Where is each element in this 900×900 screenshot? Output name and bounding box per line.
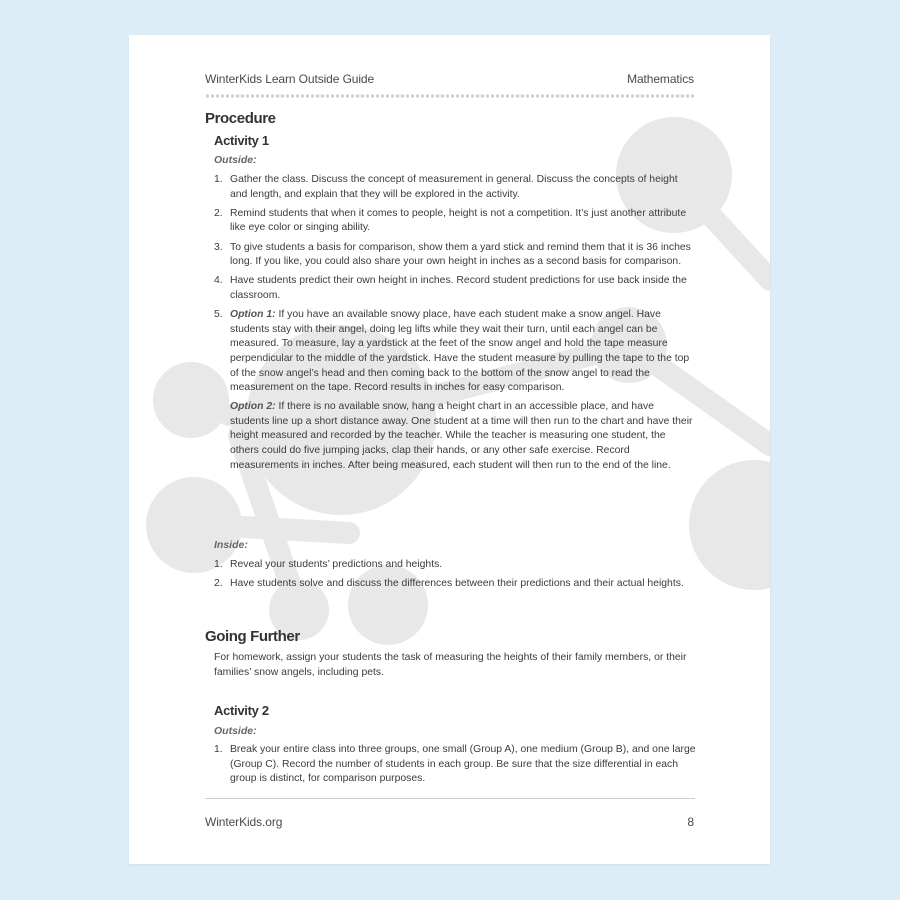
activity1-outside-steps xyxy=(214,173,696,478)
step-text: Reveal your students’ predictions and heights. xyxy=(230,559,443,570)
step-text: Break your entire class into three groups, one small (Group A), one medium (Group B), and one large (Group C). Record the number of students in each group. Be sure that the size differential in each group is distinct, for comparison purposes. xyxy=(230,744,696,785)
activity1-inside-steps xyxy=(214,558,696,596)
document-page xyxy=(129,35,770,864)
activity1-outside-label: Outside: xyxy=(214,154,257,166)
step-number: 1. xyxy=(214,744,223,755)
activity1-inside-label: Inside: xyxy=(214,539,248,551)
step-text: To give students a basis for comparison, show them a yard stick and remind them that it is 36 inches long. If you like, you could also share your own height in inches as a second basis for comparison. xyxy=(230,241,691,268)
step-number: 5. xyxy=(214,309,223,321)
header-guide-title: WinterKids Learn Outside Guide xyxy=(205,72,375,86)
header-subject: Mathematics xyxy=(627,72,694,86)
list-item xyxy=(214,743,696,787)
list-item xyxy=(214,577,696,592)
step-number: 1. xyxy=(214,174,223,185)
step-number: 3. xyxy=(214,241,223,253)
option1-label: Option 1: xyxy=(230,309,276,321)
step-number: 1. xyxy=(214,559,223,570)
activity1-title: Activity 1 xyxy=(214,133,269,148)
activity2-outside-label: Outside: xyxy=(214,725,257,737)
step-number: 2. xyxy=(214,578,223,590)
list-item xyxy=(214,308,696,473)
header-dotted-divider xyxy=(205,93,695,99)
list-item xyxy=(214,173,696,202)
list-item xyxy=(214,241,696,270)
step-text: Remind students that when it comes to people, height is not a competition. It’s just another attribute like eye color or singing ability. xyxy=(230,207,687,234)
footer-divider xyxy=(205,798,695,799)
option2-label: Option 2: xyxy=(230,401,276,413)
list-item xyxy=(214,207,696,236)
option2-text: If there is no available snow, hang a height chart in an accessible place, and have students line up a short distance away. One student at a time will then run to the chart and have their height measured and recorded by the teacher. While the teacher is measuring one student, the others could do five jumping jacks, clap their hands, or any other safe exercise. Record measurements in inches. After being measured, each student will then run to the end of the line. xyxy=(230,401,693,471)
going-further-heading: Going Further xyxy=(205,628,300,645)
option1-text: If you have an available snowy place, have each student make a snow angel. Have students stay with their angel, doing leg lifts while they wait their turn, until each angel can be measured. To measure, lay a yardstick at the feet of the snow angel and hold the tape measure perpendicular to the middle of the yardstick. Have the student measure by pulling the tape to the top of the snow angel’s head and then coming back to the bottom of the snow angel to read the measurement on the tape. Record results in inches for easy comparison. xyxy=(230,309,690,394)
list-item xyxy=(214,558,696,573)
step-text: Have students solve and discuss the differences between their predictions and their actual heights. xyxy=(230,578,684,590)
footer-site-name: WinterKids.org xyxy=(205,815,283,829)
page-number: 8 xyxy=(687,815,694,829)
option2-paragraph xyxy=(230,400,696,473)
step-text: Have students predict their own height in inches. Record student predictions for use back inside the classroom. xyxy=(230,275,687,301)
step-text: Gather the class. Discuss the concept of measurement in general. Discuss the concepts of height and length, and explain that they will be explored in the activity. xyxy=(230,174,678,200)
step-number: 4. xyxy=(214,275,223,287)
list-item xyxy=(214,274,696,303)
going-further-text: For homework, assign your students the task of measuring the heights of their family members, or their families’ snow angels, including pets. xyxy=(214,652,687,678)
activity2-title: Activity 2 xyxy=(214,703,269,718)
step-number: 2. xyxy=(214,207,223,219)
activity2-outside-steps xyxy=(214,743,696,791)
option1-paragraph xyxy=(230,308,696,396)
procedure-heading: Procedure xyxy=(205,110,276,127)
